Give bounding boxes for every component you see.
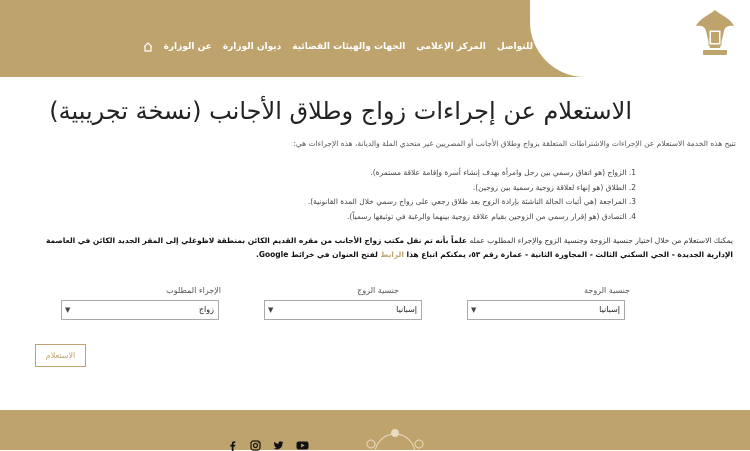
chevron-down-icon: ▼ bbox=[471, 306, 477, 314]
list-item: 2. الطلاق (هو إنهاء لعلاقة زوجية رسمية بين زوجين). bbox=[472, 182, 636, 192]
procedure-list bbox=[308, 166, 636, 224]
nav-media-center[interactable]: المركز الإعلامي bbox=[416, 42, 486, 52]
procedure-label: الإجراء المطلوب bbox=[166, 286, 221, 295]
notice-bold-text: علماً بأنه تم نقل مكتب زواج الأجانب من مقره القديم الكائن بمنطقة لاظوغلي إلى المقر الجديد الكائن في العاصمة الإدارية الجديدة - الحي السكني الثالث - المجاورة الثانية - عمارة رقم ٥٣، يمكنكم اتباع هذا bbox=[45, 236, 733, 259]
instagram-icon[interactable] bbox=[250, 440, 261, 451]
procedure-select[interactable] bbox=[61, 300, 219, 320]
social-links bbox=[227, 440, 309, 451]
wife-nationality-value: إسبانيا bbox=[599, 305, 620, 314]
husband-nationality-select[interactable] bbox=[264, 300, 422, 320]
intro-text: تتيح هذه الخدمة الاستعلام عن الإجراءات والاشتراطات المتعلقة بزواج وطلاق الأجانب أو المصريين غير متحدي الملة والديانة، هذه الإجراءات هي: bbox=[293, 139, 736, 148]
chevron-down-icon: ▼ bbox=[65, 306, 71, 314]
list-item: 3. المراجعة (هي أثبات الحالة الناشئة بإرادة الزوج بعد طلاق رجعي على زواج رسمي خلال المدة القانونية). bbox=[307, 197, 636, 206]
notice-text: يمكنك الاستعلام من خلال اختيار جنسية الزوجة وجنسية الزوج والإجراء المطلوب عمله bbox=[467, 236, 733, 245]
twitter-icon[interactable] bbox=[273, 440, 284, 451]
facebook-icon[interactable] bbox=[227, 440, 238, 451]
brand-subtitle: بوابة وزارة العدل الالكترونية bbox=[578, 32, 659, 40]
notice-end-text: لفتح العنوان في خرائط Google. bbox=[255, 250, 381, 259]
nav-ministry-office[interactable]: ديوان الوزارة bbox=[222, 42, 282, 52]
wife-nationality-select[interactable] bbox=[467, 300, 625, 320]
main-nav bbox=[143, 42, 533, 52]
brand-title: جمهورية مصر العربية bbox=[585, 18, 659, 26]
map-link[interactable]: الرابط bbox=[380, 250, 404, 259]
page-title: الاستعلام عن إجراءات زواج وطلاق الأجانب (نسخة تجريبية) bbox=[49, 97, 632, 125]
nav-judicial-bodies[interactable]: الجهات والهيئات القضائية bbox=[292, 42, 406, 52]
youtube-icon[interactable] bbox=[296, 440, 309, 451]
nav-about-ministry[interactable]: عن الوزارة bbox=[163, 42, 212, 52]
procedure-value: زواج bbox=[198, 305, 214, 314]
egypt-eagle-emblem-icon[interactable] bbox=[694, 6, 736, 58]
list-item: 4. التصادق (هو إقرار رسمي من الزوجين بقيام علاقة زوجية بينهما والرغبة في توثيقها رسمياً). bbox=[347, 211, 636, 221]
inquiry-submit-button[interactable]: الاستعلام bbox=[35, 344, 86, 367]
wife-nationality-label: جنسية الزوجة bbox=[584, 286, 630, 295]
footer-emblem-icon bbox=[355, 428, 435, 450]
home-icon[interactable] bbox=[143, 42, 153, 52]
relocation-notice bbox=[33, 234, 733, 262]
footer bbox=[0, 410, 750, 450]
chevron-down-icon: ▼ bbox=[268, 306, 274, 314]
husband-nationality-label: جنسية الزوج bbox=[357, 286, 399, 295]
nav-contact[interactable]: للتواصل bbox=[496, 42, 533, 52]
husband-nationality-value: إسبانيا bbox=[396, 305, 417, 314]
list-item: 1. الزواج (هو اتفاق رسمي بين رجل وامرأة بهدف إنشاء أسرة وإقامة علاقة مستمرة). bbox=[370, 168, 636, 177]
